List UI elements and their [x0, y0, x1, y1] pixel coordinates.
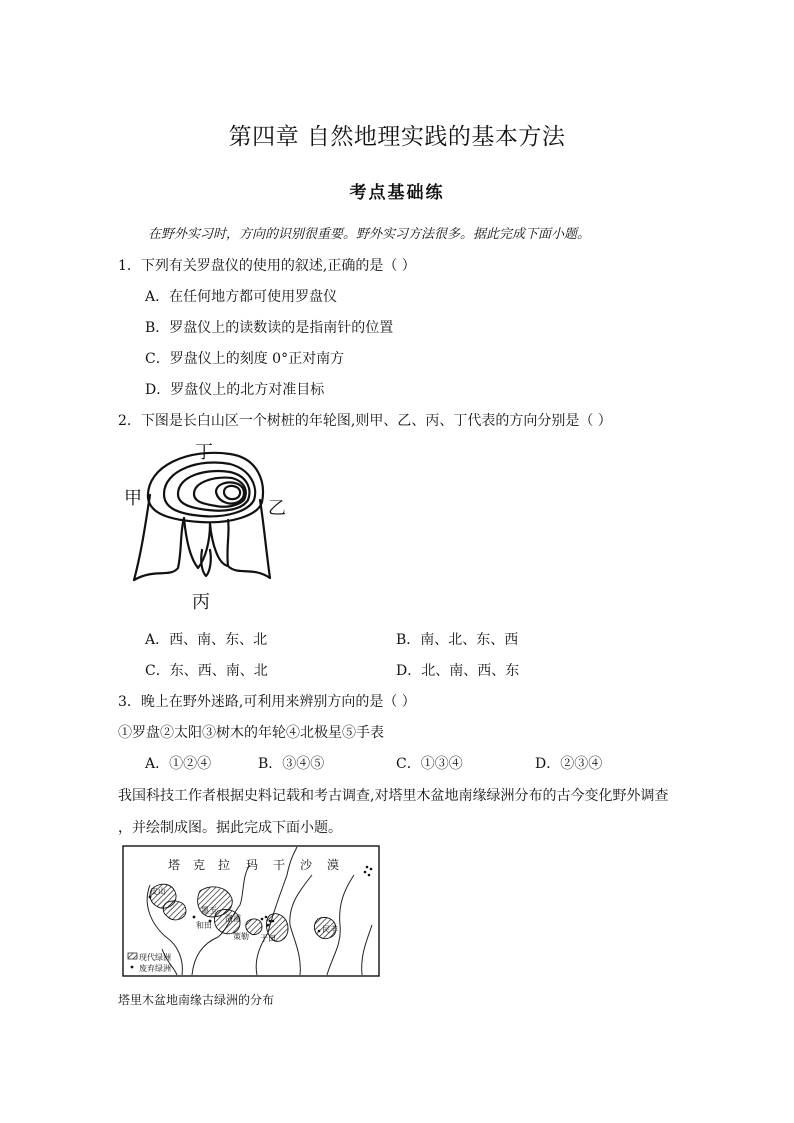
map-place-luopu: 洛浦 [225, 914, 241, 923]
figure-label-yi: 乙 [268, 498, 286, 519]
figure-label-bing: 丙 [192, 592, 210, 613]
map-desert-char: 克 [193, 858, 206, 872]
section-subtitle: 考点基础练 [349, 183, 445, 203]
question-1-option-d: D．罗盘仪上的北方对准目标 [145, 382, 325, 398]
question-3-option-c: C．①③④ [396, 756, 463, 772]
question-2-option-b: B．南、北、东、西 [396, 632, 519, 648]
question-3-option-b: B．③④⑤ [258, 756, 325, 772]
passage-line-1: 我国科技工作者根据史料记载和考古调查,对塔里木盆地南缘绿洲分布的古今变化野外调查 [118, 788, 669, 804]
map-desert-char: 漠 [327, 858, 340, 872]
intro-text: 在野外实习时，方向的识别很重要。野外实习方法很多。据此完成下面小题。 [148, 227, 591, 242]
map-desert-char: 干 [273, 858, 286, 872]
map-place-mayu: 墨玉 [201, 906, 217, 915]
question-2-option-a: A．西、南、东、北 [145, 632, 268, 648]
passage-line-2: ，并绘制成图。据此完成下面小题。 [118, 820, 342, 836]
question-2-option-c: C．东、西、南、北 [145, 663, 268, 679]
map-place-minfeng: 民丰 [322, 925, 338, 934]
question-2-option-d: D．北、南、西、东 [396, 663, 520, 679]
question-1-option-c: C．罗盘仪上的刻度 0°正对南方 [145, 351, 345, 367]
map-legend-abandoned-oasis: 废弃绿洲 [139, 964, 171, 973]
map-desert-char: 塔 [168, 858, 181, 872]
question-3-stem: 3．晚上在野外迷路,可利用来辨别方向的是（ ） [118, 694, 416, 710]
tree-stump-figure [120, 440, 300, 615]
map-desert-char: 沙 [300, 858, 313, 872]
figure-label-jia: 甲 [124, 488, 142, 509]
map-caption: 塔里木盆地南缘古绿洲的分布 [118, 993, 275, 1007]
question-1-option-a: A．在任何地方都可使用罗盘仪 [145, 289, 338, 305]
question-3-option-d: D．②③④ [535, 756, 603, 772]
map-place-hetian: 和田 [196, 921, 212, 930]
page-title: 第四章 自然地理实践的基本方法 [228, 124, 566, 150]
question-3-option-a: A．①②④ [145, 756, 212, 772]
map-place-cele: 策勒 [233, 932, 249, 941]
figure-label-ding: 丁 [195, 442, 213, 463]
question-1-stem: 1．下列有关罗盘仪的使用的叙述,正确的是（ ） [118, 258, 416, 274]
question-1-option-b: B．罗盘仪上的读数读的是指南针的位置 [145, 320, 394, 336]
map-place-pishan: 皮山 [150, 887, 166, 896]
map-desert-char: 拉 [218, 858, 231, 872]
map-legend-modern-oasis: 现代绿洲 [139, 953, 171, 962]
question-3-items: ①罗盘②太阳③树木的年轮④北极星⑤手表 [118, 725, 384, 741]
map-place-yutian: 于田 [260, 934, 276, 943]
map-desert-char: 玛 [246, 858, 259, 872]
question-2-stem: 2．下图是长白山区一个树桩的年轮图,则甲、乙、丙、丁代表的方向分别是（ ） [118, 413, 612, 429]
